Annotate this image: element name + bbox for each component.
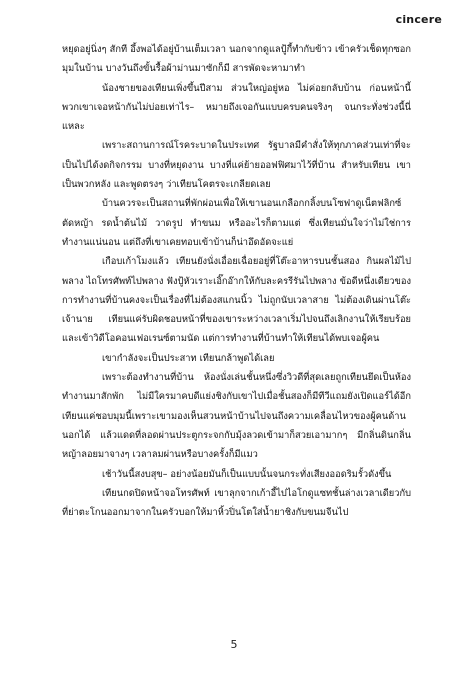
- paragraph: เขากำลังจะเป็นประสาท เทียนกล้าพูดได้เลย: [102, 352, 275, 364]
- paragraph: หยุดอยู่นิ่งๆ สักที อึ้งพอได้อยู่บ้านเต็มเวลา นอกจากดูแลปู้กี้ทำกับข้าว เข้าครัวเช็ดทุกซอกมุมในบ้าน บางวันถึงขั้นรื้อผ้าม่านมาซักก็มี สารพัดจะหามาทำ: [62, 44, 411, 75]
- paragraph: น้องชายของเทียนเพิ่งขึ้นปีสาม ส่วนใหญ่อยู่หอ ไม่ค่อยกลับบ้าน ก่อนหน้านี้พวกเขาเจอหน้ากันไม่บ่อยเท่าไร– หมายถึงเจอกันแบบครบคนจริงๆ จนกระทั่งช่วงนี้นี่แหละ: [62, 82, 411, 133]
- paragraph: เพราะต้องทำงานที่บ้าน ห้องนั่งเล่นชั้นหนึ่งซึ่งวิวดีที่สุดเลยถูกเทียนยึดเป็นห้องทำงานมาสักพัก ไม่มีใครมาคบดีแย่งชิงกับเขาไปเมื่อชั้นสองก็มีทีวีแถมยังเปิดแอร์ได้อีก เทียนแค่ชอบมุมนี้เพราะเขามองเห็นสวนหน้าบ้านไปจนถึงความเคลื่อนไหวของผู้คนด้านนอกได้ แล้วแดดที่ลอดผ่านประตูกระจกกับมุ้งลวดเข้ามาก็สวยเอามากๆ มีกลิ่นดินกลิ่นหญ้าลอยมาจางๆ เวลาลมผ่านหรือบางครั้งก็มีแมว: [62, 372, 411, 461]
- paragraph: บ้านควรจะเป็นสถานที่พักผ่อนเพื่อให้เขานอนเกลือกกลิ้งบนโซฟาดูเน็ตฟลิกซ์ ตัดหญ้า รดน้ำต้นไม้ วาดรูป ทำขนม หรืออะไรก็ตามแต่ ซึ่งเทียนมั่นใจว่าไม่ใช่การทำงานแน่นอน แต่ถึงที่เขาเคยทอบเข้าบ้านก็น่าอึดอัดจะแย่: [62, 198, 411, 248]
- page-body-text: [62, 40, 411, 522]
- paragraph: เช้าวันนี้สงบสุข– อย่างน้อยมันก็เป็นแบบนั้นจนกระทั่งเสียงออดริมรั้วดังขึ้น: [102, 468, 392, 480]
- paragraph: เพราะสถานการณ์โรคระบาดในประเทศ รัฐบาลมีคำสั่งให้ทุกภาคส่วนเท่าที่จะเป็นไปได้งดกิจกรรม บางที่หยุดงาน บางที่แค่ย้ายออฟฟิศมาไว้ที่บ้าน สำหรับเทียน เขาเป็นพวกหลัง และพูดตรงๆ ว่าเทียนโคตรจะเกลียดเลย: [62, 140, 411, 191]
- page-number: 5: [230, 638, 238, 651]
- paragraph: เทียนกดปิดหน้าจอโทรศัพท์ เขาลุกจากเก้าอี้ไปไอโกดูแซทชั้นล่างเวลาเดียวกับที่ย่าตะโกนออกมาจากในครัวบอกให้มาหิ้วปิ่นโตใส่น้ำยาชิงกับขนมจีนไป: [62, 487, 411, 519]
- publisher-brand: cincere: [395, 13, 442, 26]
- paragraph: เกือบเก้าโมงแล้ว เทียนยังนั่งเอื่อยเฉื่อยอยู่ที่โต๊ะอาหารบนชั้นสอง กินผลไม้ไปพลาง ไถโทรศัพท์ไปพลาง ฟังปู้หัวเราะเอิ๊กอ๊ากให้กับละครรีรันไปพลาง ข้อดีหนึ่งเดียวของการทำงานที่บ้านคงจะเป็นเรื่องที่ไม่ต้องสแกนนิ้ว ไม่ถูกนับเวลาสาย ไม่ต้องเดินผ่านโต๊ะเจ้านาย เทียนแค่รับผิดชอบหน้าที่ของเขาระหว่างเวลาเริ่มไปจนถึงเลิกงานให้เรียบร้อย และเข้าวิดีโอคอนเฟอเรนซ์ตามนัด แต่การทำงานที่บ้านทำให้เทียนได้พบเจอผู้คน: [62, 256, 411, 345]
